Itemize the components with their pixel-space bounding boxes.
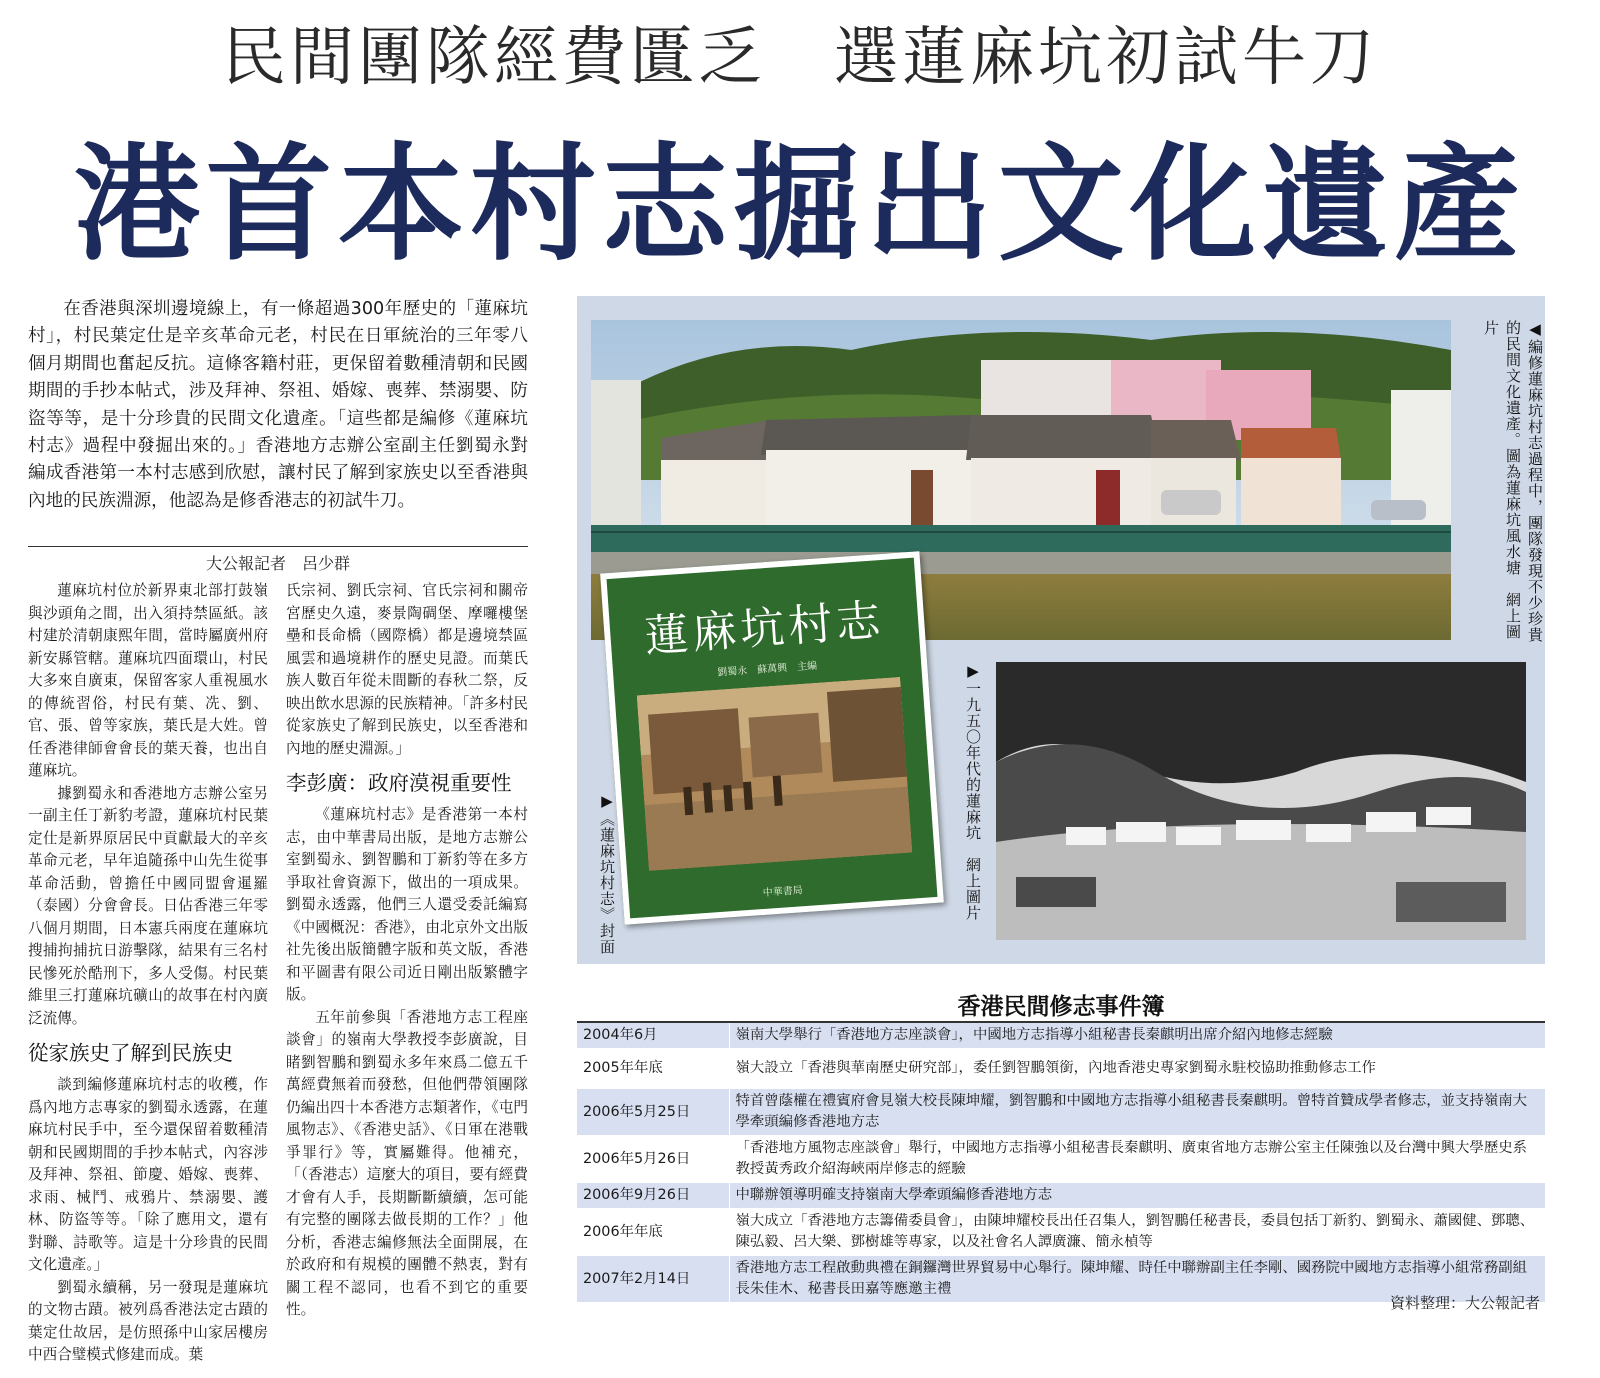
book-cover [600,551,944,924]
event-date: 2005年年底 [577,1049,729,1089]
event-date: 2006年5月25日 [577,1089,729,1136]
table-row [577,1089,1545,1136]
event-description: 嶺大設立「香港與華南歷史研究部」，委任劉智鵬領銜，內地香港史專家劉蜀永駐校協助推動修志工作 [729,1049,1545,1089]
event-description: 香港地方志工程啟動典禮在銅鑼灣世界貿易中心舉行。陳坤耀、時任中聯辦副主任李剛、國務院中國地方志指導小組常務副組長朱佳木、秘書長田嘉等應邀主禮 [729,1256,1545,1303]
book-cover-photo [637,677,913,871]
events-table [577,1023,1545,1303]
article-column-1 [28,580,268,1367]
events-table-title: 香港民間修志事件簿 [957,993,1165,1020]
subheadline: 民間團隊經費匱乏 選蓮麻坑初試牛刀 [222,21,1378,95]
event-date: 2004年6月 [577,1023,729,1049]
table-row [577,1209,1545,1256]
book-publisher: 中華書局 [762,885,804,900]
table-row [577,1183,1545,1209]
paragraph: 氏宗祠、劉氏宗祠、官氏宗祠和關帝宮歷史久遠，麥景陶碉堡、摩囉樓堡壘和長命橋（國際橋）都是邊境禁區風雲和過境耕作的歷史見證。而葉氏族人數百年從未間斷的春秋二祭，反映出飲水思源的民族精神。「許多村民從家族史了解到民族史，以至香港和內地的歷史淵源。」 [286,582,528,757]
bw-1950s-photo [996,662,1526,940]
paragraph: 據劉蜀永和香港地方志辦公室另一副主任丁新豹考證，蓮麻坑村民葉定仕是新界原居民中貢獻最大的辛亥革命元老，早年追隨孫中山先生從事革命活動，曾擔任中國同盟會暹羅（泰國）分會會長。日佔香港三年零八個月期間，日本憲兵兩度在蓮麻坑搜捕拘捕抗日游擊隊，結果有三名村民慘死於酷刑下，多人受傷。村民葉維里三打蓮麻坑礦山的故事在村內廣泛流傳。 [28,784,268,1027]
paragraph: 蓮麻坑村位於新界東北部打鼓嶺與沙頭角之間，出入須持禁區紙。該村建於清朝康熙年間，當時屬廣州府新安縣管轄。蓮麻坑四面環山，村民大多來自廣東，保留客家人重視風水的傳統習俗，村民有葉、冼、劉、官、張、曾等家族，葉氏是大姓。曾任香港律師會會長的葉天養，也出自蓮麻坑。 [28,582,268,779]
photo-caption-top: ◀編修蓮麻坑村志過程中，團隊發現不少珍貴的民間文化遺產。圖為蓮麻坑風水塘 網上圖片 [1482,320,1544,643]
event-description: 中聯辦領導明確支持嶺南大學牽頭編修香港地方志 [729,1183,1545,1209]
event-description: 嶺大成立「香港地方志籌備委員會」，由陳坤耀校長出任召集人，劉智鵬任秘書長，委員包括丁新豹、劉蜀永、蕭國健、鄧聰、陳弘毅、呂大樂、鄧樹雄等專家，以及社會名人譚廣濂、簡永楨等 [729,1209,1545,1256]
table-row [577,1023,1545,1049]
headline: 港首本村志掘出文化遺產 [74,130,1526,278]
paragraph: 五年前參與「香港地方志工程座談會」的嶺南大學教授李彭廣說，目睹劉智鵬和劉蜀永多年來爲二億五千萬經費無着而發愁，但他們帶領團隊仍編出四十本香港方志類著作，《屯門風物志》、《香港史話》、《日軍在港戰爭罪行》等，實屬難得。他補充，「（香港志）這麼大的項目，要有經費才會有人手，長期斷斷續續，怎可能有完整的團隊去做長期的工作？」他分析，香港志編修無法全面開展，在於政府和有規模的團體不熱衷，對有關工程不認同，也看不到它的重要性。 [286,1008,528,1318]
event-description: 「香港地方風物志座談會」舉行，中國地方志指導小組秘書長秦麒明、廣東省地方志辦公室主任陳強以及台灣中興大學歷史系教授黃秀政介紹海峽兩岸修志的經驗 [729,1136,1545,1183]
paragraph: 《蓮麻坑村志》是香港第一本村志，由中華書局出版，是地方志辦公室劉蜀永、劉智鵬和丁新豹等在多方爭取社會資源下，做出的一項成果。劉蜀永透露，他們三人還受委託編寫《中國概況：香港》，由北京外文出版社先後出版簡體字版和英文版，香港和平圖書有限公司近日剛出版繁體字版。 [286,806,528,1003]
event-description: 特首曾蔭權在禮賓府會見嶺大校長陳坤耀，劉智鵬和中國地方志指導小組秘書長秦麒明。曾特首贊成學者修志，並支持嶺南大學牽頭編修香港地方志 [729,1089,1545,1136]
paragraph: 談到編修蓮麻坑村志的收穫，作爲內地方志專家的劉蜀永透露，在蓮麻坑村民手中，至今還保留着數種清朝和民國期間的手抄本帖式，內容涉及拜神、祭祖、節慶、婚嫁、喪葬、求雨、械鬥、戒鴉片、禁溺嬰、護林、防盜等等。「除了應用文，還有對聯、詩歌等。這是十分珍貴的民間文化遺產。」 [28,1076,268,1273]
photo-caption-book: ▶《蓮麻坑村志》封面 [598,792,616,955]
table-row [577,1049,1545,1089]
book-editors: 劉蜀永 蘇萬興 主編 [716,660,818,679]
paragraph: 劉蜀永續稱，另一發現是蓮麻坑的文物古蹟。被列爲香港法定古蹟的葉定仕故居，是仿照孫中山家居樓房中西合璧模式修建而成。葉 [28,1278,268,1363]
book-title: 蓮麻坑村志 [642,594,886,663]
divider [28,546,528,547]
article-column-2 [286,580,528,1322]
section-subtitle: 從家族史了解到民族史 [28,1041,233,1065]
byline: 大公報記者 呂少群 [205,554,350,573]
photo-caption-bw: ▶一九五〇年代的蓮麻坑 網上圖片 [964,662,982,921]
lead-paragraph: 在香港與深圳邊境線上，有一條超過300年歷史的「蓮麻坑村」，村民葉定仕是辛亥革命元老，村民在日軍統治的三年零八個月期間也奮起反抗。這條客籍村莊，更保留着數種清朝和民國期間的手抄本帖式，涉及拜神、祭祖、婚嫁、喪葬、禁溺嬰、防盜等等，是十分珍貴的民間文化遺產。「這些都是編修《蓮麻坑村志》過程中發掘出來的。」香港地方志辦公室副主任劉蜀永對編成香港第一本村志感到欣慰，讓村民了解到家族史以至香港與內地的民族淵源，他認為是修香港志的初試牛刀。 [28,299,528,511]
event-date: 2006年9月26日 [577,1183,729,1209]
event-description: 嶺南大學舉行「香港地方志座談會」，中國地方志指導小組秘書長秦麒明出席介紹內地修志經驗 [729,1023,1545,1049]
table-row [577,1136,1545,1183]
event-date: 2007年2月14日 [577,1256,729,1303]
event-date: 2006年年底 [577,1209,729,1256]
table-source-note: 資料整理：大公報記者 [1389,1294,1540,1312]
event-date: 2006年5月26日 [577,1136,729,1183]
section-subtitle: 李彭廣：政府漠視重要性 [286,771,512,795]
